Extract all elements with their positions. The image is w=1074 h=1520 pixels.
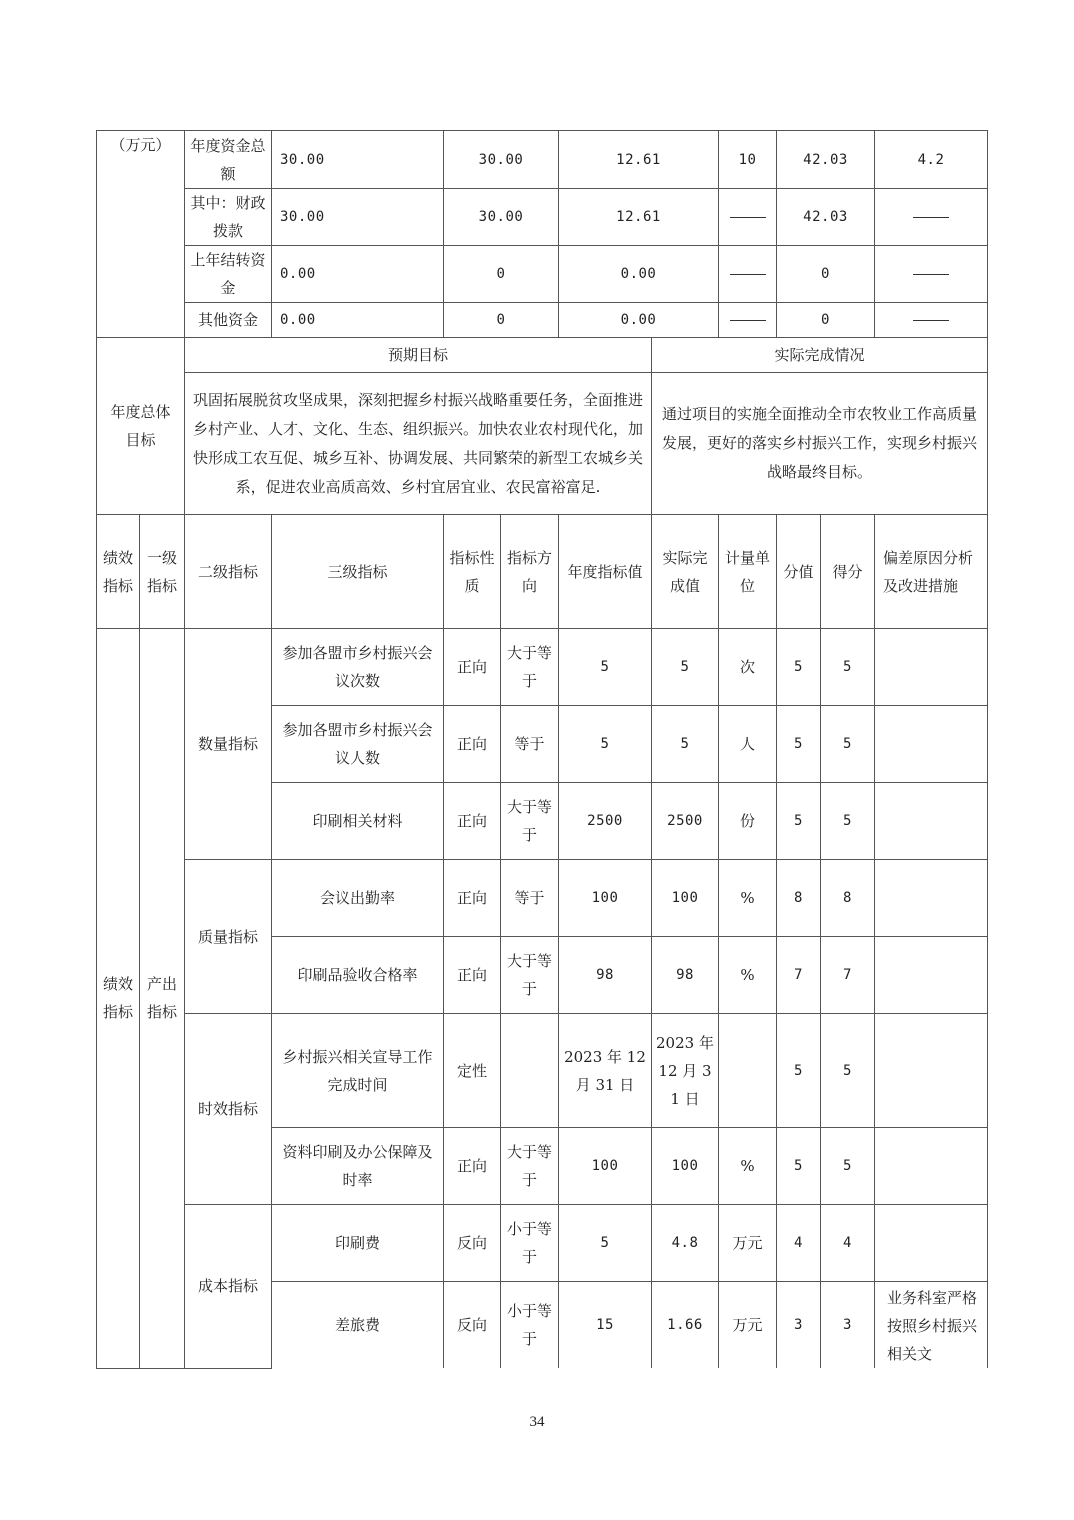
actual-completion-text: 通过项目的实施全面推动全市农牧业工作高质量发展，更好的落实乡村振兴工作，实现乡村振兴战略最终目标。	[652, 373, 988, 515]
header-score: 得分	[821, 515, 875, 629]
indicator-unit: %	[719, 937, 777, 1014]
indicator-nature: 正向	[444, 860, 501, 937]
funding-cell	[875, 246, 988, 303]
group-label: 数量指标	[185, 629, 272, 860]
indicator-unit: 万元	[719, 1282, 777, 1369]
dash-placeholder	[913, 217, 949, 218]
funding-cell	[719, 246, 777, 303]
funding-row-label: 其中：财政拨款	[185, 189, 272, 246]
funding-cell	[719, 303, 777, 338]
dash-placeholder	[913, 320, 949, 321]
indicator-weight: 8	[777, 860, 821, 937]
indicator-nature: 反向	[444, 1282, 501, 1369]
funding-cell: 30.00	[444, 189, 559, 246]
indicator-weight: 7	[777, 937, 821, 1014]
dash-placeholder	[913, 274, 949, 275]
indicator-weight: 3	[777, 1282, 821, 1369]
funding-cell: 12.61	[559, 131, 719, 189]
indicator-nature: 正向	[444, 706, 501, 783]
indicator-target: 2023 年 12 月 31 日	[559, 1014, 652, 1128]
indicator-name: 印刷费	[272, 1205, 444, 1282]
indicator-unit: %	[719, 1128, 777, 1205]
indicator-weight: 5	[777, 1128, 821, 1205]
indicator-name: 资料印刷及办公保障及时率	[272, 1128, 444, 1205]
indicator-name: 差旅费	[272, 1282, 444, 1369]
indicator-direction: 小于等于	[501, 1205, 559, 1282]
indicator-actual: 5	[652, 629, 719, 706]
indicator-target: 15	[559, 1282, 652, 1369]
indicator-name: 参加各盟市乡村振兴会议次数	[272, 629, 444, 706]
indicator-score: 5	[821, 629, 875, 706]
indicator-direction: 大于等于	[501, 1128, 559, 1205]
funding-cell: 30.00	[272, 131, 444, 189]
indicator-nature: 定性	[444, 1014, 501, 1128]
funding-cell: 4.2	[875, 131, 988, 189]
indicator-direction: 大于等于	[501, 783, 559, 860]
indicator-direction: 等于	[501, 860, 559, 937]
indicator-nature: 反向	[444, 1205, 501, 1282]
indicator-target: 100	[559, 1128, 652, 1205]
indicator-remark	[875, 1205, 988, 1282]
indicator-actual: 5	[652, 706, 719, 783]
indicator-direction	[501, 1014, 559, 1128]
indicator-row	[97, 629, 988, 706]
indicator-target: 5	[559, 706, 652, 783]
funding-cell: 10	[719, 131, 777, 189]
indicator-direction: 大于等于	[501, 629, 559, 706]
funding-cell	[875, 189, 988, 246]
indicator-unit: 份	[719, 783, 777, 860]
funding-table	[96, 130, 988, 338]
indicator-score: 5	[821, 783, 875, 860]
indicator-actual: 98	[652, 937, 719, 1014]
indicator-row	[97, 860, 988, 937]
header-level3: 三级指标	[272, 515, 444, 629]
funding-cell: 30.00	[272, 189, 444, 246]
header-nature: 指标性质	[444, 515, 501, 629]
funding-cell: 0.00	[272, 303, 444, 338]
header-weight: 分值	[777, 515, 821, 629]
indicator-direction: 等于	[501, 706, 559, 783]
indicator-weight: 4	[777, 1205, 821, 1282]
funding-cell: 0	[777, 246, 875, 303]
indicator-name: 会议出勤率	[272, 860, 444, 937]
header-actual: 实际完成值	[652, 515, 719, 629]
funding-cell	[875, 303, 988, 338]
indicator-name: 乡村振兴相关宣导工作完成时间	[272, 1014, 444, 1128]
level1-label: 产出指标	[140, 629, 185, 1369]
indicator-score: 7	[821, 937, 875, 1014]
expected-goal-header: 预期目标	[185, 338, 652, 373]
header-direction: 指标方向	[501, 515, 559, 629]
indicator-score: 5	[821, 1014, 875, 1128]
group-label: 质量指标	[185, 860, 272, 1014]
indicator-target: 98	[559, 937, 652, 1014]
indicator-nature: 正向	[444, 783, 501, 860]
funding-cell: 0	[777, 303, 875, 338]
funding-cell: 0	[444, 303, 559, 338]
indicator-direction: 小于等于	[501, 1282, 559, 1369]
indicator-remark	[875, 629, 988, 706]
indicator-score: 4	[821, 1205, 875, 1282]
indicator-name: 印刷品验收合格率	[272, 937, 444, 1014]
dash-placeholder	[730, 274, 766, 275]
actual-completion-header: 实际完成情况	[652, 338, 988, 373]
indicator-remark	[875, 1128, 988, 1205]
indicator-unit	[719, 1014, 777, 1128]
header-unit: 计量单位	[719, 515, 777, 629]
indicator-weight: 5	[777, 1014, 821, 1128]
indicator-name: 参加各盟市乡村振兴会议人数	[272, 706, 444, 783]
indicator-unit: 次	[719, 629, 777, 706]
indicator-remark	[875, 937, 988, 1014]
indicator-target: 100	[559, 860, 652, 937]
indicator-weight: 5	[777, 629, 821, 706]
funding-cell: 0	[444, 246, 559, 303]
funding-cell: 30.00	[444, 131, 559, 189]
funding-cell: 0.00	[559, 246, 719, 303]
indicator-remark	[875, 783, 988, 860]
page-number: 34	[529, 1414, 545, 1430]
indicator-nature: 正向	[444, 937, 501, 1014]
indicator-actual: 100	[652, 860, 719, 937]
funding-row	[97, 189, 988, 246]
indicator-actual: 4.8	[652, 1205, 719, 1282]
funding-row	[97, 303, 988, 338]
funding-cell: 12.61	[559, 189, 719, 246]
dash-placeholder	[730, 217, 766, 218]
funding-row-label: 年度资金总额	[185, 131, 272, 189]
perf-label: 绩效指标	[97, 629, 140, 1369]
group-label: 成本指标	[185, 1205, 272, 1369]
indicator-weight: 5	[777, 783, 821, 860]
indicator-actual: 2500	[652, 783, 719, 860]
funding-row-label: 其他资金	[185, 303, 272, 338]
indicator-score: 5	[821, 706, 875, 783]
funding-cell: 42.03	[777, 131, 875, 189]
header-perf: 绩效指标	[97, 515, 140, 629]
indicator-actual: 1.66	[652, 1282, 719, 1369]
indicator-target: 2500	[559, 783, 652, 860]
indicator-unit: 万元	[719, 1205, 777, 1282]
indicator-score: 3	[821, 1282, 875, 1369]
indicator-nature: 正向	[444, 1128, 501, 1205]
indicator-name: 印刷相关材料	[272, 783, 444, 860]
indicator-remark	[875, 1014, 988, 1128]
indicator-target: 5	[559, 1205, 652, 1282]
indicator-row	[97, 1205, 988, 1282]
header-target: 年度指标值	[559, 515, 652, 629]
header-level2: 二级指标	[185, 515, 272, 629]
funding-cell	[719, 189, 777, 246]
indicator-actual: 2023 年 12 月 31 日	[652, 1014, 719, 1128]
funding-row	[97, 246, 988, 303]
group-label: 时效指标	[185, 1014, 272, 1205]
indicators-header-row	[97, 515, 988, 629]
annual-goals-label: 年度总体目标	[97, 338, 185, 515]
dash-placeholder	[730, 320, 766, 321]
funding-cell: 42.03	[777, 189, 875, 246]
annual-goals-table	[96, 337, 988, 515]
indicator-remark	[875, 860, 988, 937]
indicator-direction: 大于等于	[501, 937, 559, 1014]
indicator-actual: 100	[652, 1128, 719, 1205]
header-remark: 偏差原因分析及改进措施	[875, 515, 988, 629]
expected-goal-text: 巩固拓展脱贫攻坚成果，深刻把握乡村振兴战略重要任务，全面推进乡村产业、人才、文化、生态、组织振兴。加快农业农村现代化，加快形成工农互促、城乡互补、协调发展、共同繁荣的新型工农城乡关系，促进农业高质高效、乡村宜居宜业、农民富裕富足.	[185, 373, 652, 515]
indicator-unit: 人	[719, 706, 777, 783]
indicator-weight: 5	[777, 706, 821, 783]
funding-cell: 0.00	[559, 303, 719, 338]
performance-indicators-table	[96, 514, 988, 1369]
indicator-remark	[875, 706, 988, 783]
indicator-unit: %	[719, 860, 777, 937]
indicator-nature: 正向	[444, 629, 501, 706]
indicator-remark: 业务科室严格按照乡村振兴相关文	[875, 1282, 988, 1369]
indicator-score: 5	[821, 1128, 875, 1205]
header-level1: 一级指标	[140, 515, 185, 629]
funding-row	[97, 131, 988, 189]
indicator-row	[97, 1014, 988, 1128]
funding-unit-label: （万元）	[97, 131, 185, 338]
funding-cell: 0.00	[272, 246, 444, 303]
indicator-target: 5	[559, 629, 652, 706]
funding-row-label: 上年结转资金	[185, 246, 272, 303]
indicator-score: 8	[821, 860, 875, 937]
